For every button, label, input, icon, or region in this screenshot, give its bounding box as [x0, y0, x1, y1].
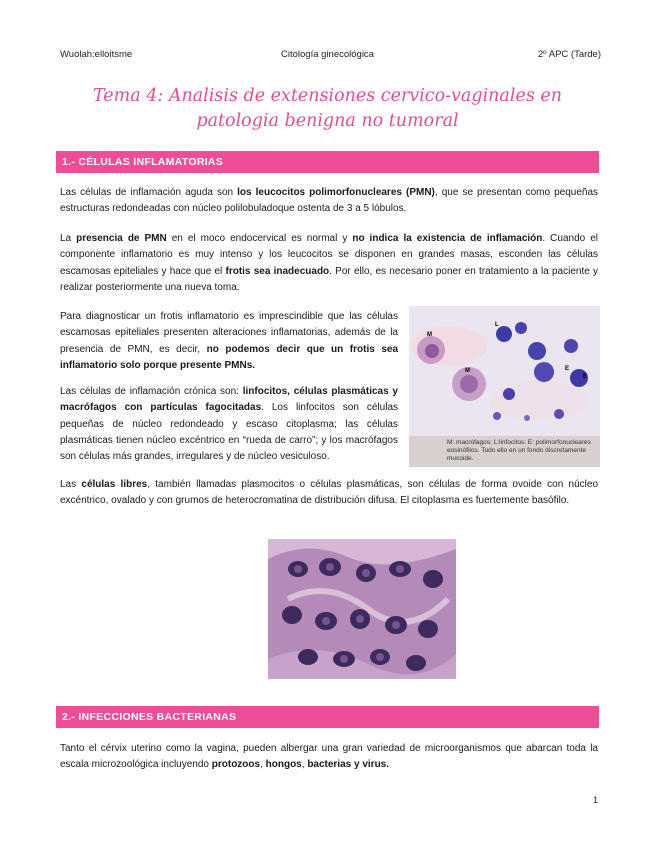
section-heading-inflammatory-cells: 1.- CÉLULAS INFLAMATORIAS — [56, 151, 599, 173]
paragraph-microorganisms — [60, 741, 598, 774]
micrograph-inflammatory-cells — [409, 306, 600, 467]
micrograph-label-m2: M — [465, 368, 470, 374]
micrograph-caption: M: macrófagos; L:linfocitos: E: polimorfonucleares eosinófilos. Todo ello en un fondo discretamente mucoide. — [409, 436, 600, 467]
text-run: , — [260, 759, 266, 771]
bold-text-run: no indica la existencia de inflamación — [352, 233, 543, 244]
section-heading-bacterial-infections: 2.- INFECCIONES BACTERIANAS — [56, 706, 599, 728]
page-number: 1 — [592, 795, 598, 805]
micrograph-plasma-cells — [268, 539, 456, 679]
micrograph-label-e2: E — [583, 374, 588, 380]
text-run: , que se presentan como pequeñas estructuras redondeadas con núcleo polilobuladoque ostenta de 3 a 5 lóbulos. — [60, 187, 599, 215]
bold-text-run: hongos — [265, 759, 302, 771]
bold-text-run: bacterias y virus. — [307, 759, 390, 771]
text-run: , — [301, 759, 308, 771]
text-run: , también llamadas plasmocitos o células plasmáticas, son células de forma ovoide con núcleo excéntrico, ovalado y con grumos de heterocromatina de distribución difusa. El citoplasma es fuertemente basófilo. — [60, 479, 599, 507]
paragraph-acute-inflammation — [60, 185, 598, 218]
paragraph-chronic-inflammation — [60, 384, 398, 465]
header-subject: Citología ginecológica — [281, 49, 374, 60]
header-course: 2º APC (Tarde) — [537, 49, 601, 60]
paragraph-pmn-presence — [60, 231, 598, 296]
text-run: La — [60, 233, 77, 244]
bold-text-run: presencia de PMN — [76, 233, 167, 244]
micrograph-inflammatory-cells-image — [409, 306, 600, 436]
bold-text-run: los leucocitos polimorfonucleares (PMN) — [237, 187, 435, 198]
micrograph-label-e1: E — [565, 366, 570, 372]
paragraph-free-cells — [60, 477, 598, 510]
text-run: Las células de inflamación aguda son — [60, 187, 238, 198]
micrograph-label-m1: M — [427, 332, 432, 338]
text-run: . Los linfocitos son células pequeñas de núcleo redondeado y escaso citoplasma; las células plasmáticas tienen núcleo excéntrico en “rueda de carro”; y los macrófagos son células más grandes, irregulares y de núcleo vesiculoso. — [60, 402, 398, 463]
page-title: Tema 4: Analisis de extensiones cervico-vaginales en patologia benigna no tumoral — [92, 86, 562, 131]
bold-text-run: frotis sea inadecuado — [225, 265, 330, 277]
text-run: Tanto el cérvix uterino como la vagina, pueden albergar una gran variedad de microorganismos que abarcan toda la escala microzoológica incluyendo — [60, 743, 598, 771]
paragraph-inflammatory-smear-diagnosis — [60, 309, 398, 374]
bold-text-run: linfocitos, células plasmáticas y macrófagos con partículas fagocitadas — [60, 386, 398, 414]
micrograph-plasma-cells-image — [268, 539, 456, 679]
bold-text-run: células libres — [81, 479, 148, 490]
header-author: Wuolah:elloitsme — [60, 49, 133, 60]
text-run: . Cuando el componente inflamatorio es muy intenso y los leucocitos se disponen en grandes masas, esconden las células escamosas epiteliales y hace que el — [60, 233, 598, 277]
text-run: . Por ello, es necesario poner en tratamiento a la paciente y realizar posteriormente una nueva toma. — [60, 265, 599, 293]
text-run: en el moco endocervical es normal y — [166, 233, 353, 244]
bold-text-run: protozoos — [211, 759, 261, 771]
text-run: Las — [60, 479, 82, 490]
text-run: Las células de inflamación crónica son: — [60, 386, 243, 397]
bold-text-run: no podemos decir que un frotis sea inflamatorio solo porque presente PMNs. — [60, 343, 399, 371]
micrograph-label-l: L — [495, 322, 499, 328]
text-run: Para diagnosticar un frotis inflamatorio es imprescindible que las células escamosas epiteliales presenten alteraciones inflamatorias, además de la presencia de PMN, es decir, — [60, 311, 398, 355]
